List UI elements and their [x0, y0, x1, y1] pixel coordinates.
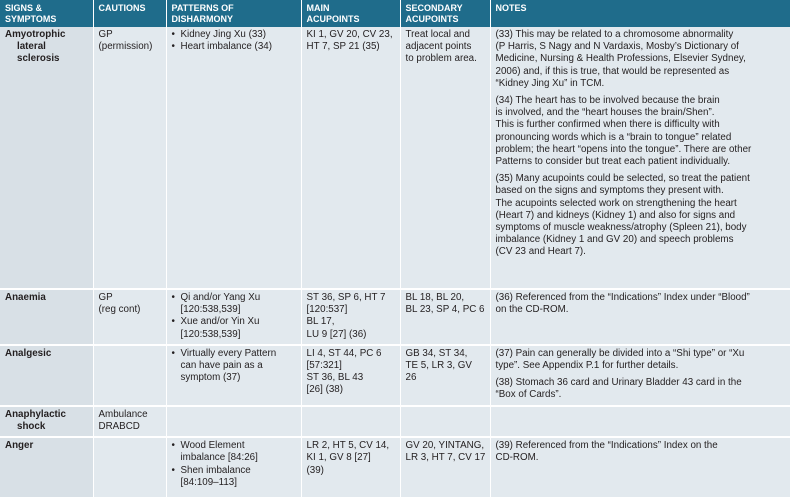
- patterns-list: [172, 348, 297, 385]
- patterns-list: [172, 29, 297, 53]
- note-line: (36) Referenced from the “Indications” Index under “Blood”: [495, 292, 750, 303]
- pattern-item: [172, 440, 297, 464]
- note-line: This is further confirmed when there is difficulty with: [495, 119, 720, 131]
- main-acupoint-text: ST 36, SP 6, HT 7: [306, 292, 386, 303]
- header-cautions: CAUTIONS: [93, 0, 166, 27]
- note-line: (Heart 7) and kidneys (Kidney 1) and also for signs and: [495, 209, 736, 221]
- note-line: The acupoints selected work on strengthening the heart: [495, 197, 737, 209]
- note-line: (CV 23 and Heart 7).: [495, 246, 586, 258]
- sign-text: Anaphylactic: [5, 408, 66, 420]
- table-row: [0, 345, 790, 406]
- sign-text: Anaemia: [5, 292, 46, 303]
- pattern-text: • Qi and/or Yang Xu: [180, 292, 261, 303]
- secondary-acupoint-text: BL 23, SP 4, PC 6: [405, 304, 485, 316]
- caution-text: DRABCD: [98, 421, 140, 433]
- sign-text: Analgesic: [5, 347, 52, 359]
- note-line: “Box of Cards”.: [495, 389, 562, 401]
- sign-cell: [0, 345, 93, 406]
- main-acupoint-text: [57:321]: [306, 360, 342, 372]
- pattern-item: [172, 292, 297, 316]
- note-line: on the CD-ROM.: [495, 304, 569, 316]
- sign-text: Amyotrophic: [5, 29, 66, 40]
- note-paragraph: [496, 292, 786, 316]
- secondary-acupoint-text: to problem area.: [405, 53, 477, 65]
- pattern-item: [172, 465, 297, 489]
- pattern-text: symptom (37): [180, 372, 241, 384]
- caution-text: Ambulance: [98, 408, 148, 420]
- header-secondary-acupoints: SECONDARY ACUPOINTS: [400, 0, 490, 27]
- note-line: (38) Stomach 36 card and Urinary Bladder 43 card in the: [495, 377, 742, 389]
- note-line: is involved, and the “heart houses the brain/Shen”.: [495, 107, 715, 119]
- main-acupoint-text: LR 2, HT 5, CV 14,: [306, 440, 390, 452]
- note-line: (39) Referenced from the “Indications” Index on the: [495, 440, 718, 452]
- header-signs: SIGNS & SYMPTOMS: [0, 0, 93, 27]
- patterns-cell: [166, 406, 301, 437]
- sign-text: Anger: [5, 440, 34, 452]
- caution-cell: [93, 437, 166, 497]
- pattern-text: [120:538,539]: [180, 304, 241, 316]
- note-paragraph: [496, 348, 786, 372]
- pattern-item: [172, 41, 297, 53]
- table-row: [0, 437, 790, 497]
- main-acupoints-cell: [301, 27, 400, 289]
- notes-cell: [490, 437, 790, 497]
- secondary-acupoints-cell: [400, 27, 490, 289]
- pattern-text: [120:538,539]: [180, 328, 241, 340]
- secondary-acupoint-text: GV 20, YINTANG,: [405, 440, 485, 452]
- note-line: Patterns to consider but treat each patient individually.: [495, 156, 731, 168]
- table-row: [0, 289, 790, 345]
- caution-cell: [93, 345, 166, 406]
- note-line: type”. See Appendix P.1 for further details.: [495, 360, 679, 372]
- notes-cell: [490, 345, 790, 406]
- secondary-acupoints-cell: [400, 406, 490, 437]
- note-line: pronouncing words which is a “brain to tongue” related: [495, 131, 732, 143]
- caution-text: (reg cont): [98, 304, 141, 316]
- header-notes: NOTES: [490, 0, 790, 27]
- table-row: [0, 27, 790, 289]
- secondary-acupoint-text: Treat local and: [405, 29, 470, 40]
- pattern-text: • Shen imbalance: [180, 464, 251, 476]
- pattern-text: • Kidney Jing Xu (33): [180, 29, 266, 40]
- note-paragraph: [496, 173, 786, 258]
- main-acupoint-text: KI 1, GV 8 [27]: [306, 452, 371, 464]
- note-line: (P Harris, S Nagy and N Vardaxis, Mosby’s Dictionary of: [495, 41, 739, 53]
- secondary-acupoints-cell: [400, 437, 490, 497]
- table-row: [0, 406, 790, 437]
- main-acupoints-cell: [301, 406, 400, 437]
- caution-cell: [93, 289, 166, 345]
- header-main-acupoints: MAIN ACUPOINTS: [301, 0, 400, 27]
- secondary-acupoint-text: GB 34, ST 34,: [405, 347, 468, 359]
- note-line: (34) The heart has to be involved because the brain: [495, 95, 720, 107]
- caution-text: GP: [98, 29, 113, 40]
- note-paragraph: [496, 95, 786, 168]
- caution-text: GP: [98, 292, 113, 303]
- note-line: (37) Pain can generally be divided into a “Shi type” or “Xu: [495, 347, 745, 359]
- note-paragraph: [496, 29, 786, 90]
- pattern-text: • Wood Element: [180, 440, 245, 452]
- main-acupoint-text: ST 36, BL 43: [306, 372, 364, 384]
- patterns-cell: [166, 345, 301, 406]
- note-line: based on the signs and symptoms they present with.: [495, 185, 724, 197]
- header-row: [0, 0, 790, 27]
- main-acupoints-cell: [301, 345, 400, 406]
- pattern-item: [172, 29, 297, 41]
- note-line: (33) This may be related to a chromosome abnormality: [495, 29, 734, 40]
- main-acupoints-cell: [301, 289, 400, 345]
- patterns-cell: [166, 27, 301, 289]
- main-acupoint-text: BL 17,: [306, 316, 335, 328]
- secondary-acupoint-text: adjacent points: [405, 41, 472, 53]
- pattern-text: • Virtually every Pattern: [180, 347, 277, 359]
- sign-cell: [0, 437, 93, 497]
- pattern-text: [84:109–113]: [180, 476, 237, 488]
- patterns-cell: [166, 437, 301, 497]
- pattern-text: • Xue and/or Yin Xu: [180, 316, 260, 328]
- note-line: Medicine, Nursing & Health Professions, Elsevier Sydney,: [495, 53, 746, 65]
- secondary-acupoint-text: TE 5, LR 3, GV 26: [405, 360, 472, 384]
- sign-text: lateral: [17, 41, 46, 53]
- main-acupoint-text: LI 4, ST 44, PC 6: [306, 347, 382, 359]
- main-acupoint-text: LU 9 [27] (36): [306, 328, 367, 340]
- note-paragraph: [496, 377, 786, 401]
- sign-cell: [0, 289, 93, 345]
- note-line: “Kidney Jing Xu” in TCM.: [495, 77, 605, 89]
- note-line: symptoms of muscle weakness/atrophy (Spleen 21), body: [495, 222, 747, 234]
- secondary-acupoints-cell: [400, 289, 490, 345]
- note-line: CD-ROM.: [495, 452, 539, 464]
- notes-cell: [490, 27, 790, 289]
- caution-text: (permission): [98, 41, 153, 53]
- note-line: 2006) and, if this is true, that would be represented as: [495, 65, 730, 77]
- caution-cell: [93, 27, 166, 289]
- main-acupoint-text: (39): [306, 464, 324, 476]
- pattern-item: [172, 316, 297, 340]
- secondary-acupoints-cell: [400, 345, 490, 406]
- main-acupoint-text: [120:537]: [306, 304, 348, 316]
- notes-cell: [490, 406, 790, 437]
- pattern-text: imbalance [84:26]: [180, 452, 258, 464]
- secondary-acupoint-text: LR 3, HT 7, CV 17: [405, 452, 486, 464]
- main-acupoint-text: KI 1, GV 20, CV 23,: [306, 29, 393, 40]
- main-acupoints-cell: [301, 437, 400, 497]
- note-paragraph: [496, 440, 786, 464]
- patterns-list: [172, 292, 297, 341]
- sign-cell: [0, 27, 93, 289]
- sign-text: shock: [17, 421, 46, 433]
- main-acupoint-text: HT 7, SP 21 (35): [306, 41, 380, 53]
- sign-cell: [0, 406, 93, 437]
- header-patterns: PATTERNS OF DISHARMONY: [166, 0, 301, 27]
- notes-cell: [490, 289, 790, 345]
- note-line: (35) Many acupoints could be selected, so treat the patient: [495, 173, 750, 185]
- note-line: problem; the heart “opens into the tongue”. There are other: [495, 143, 752, 155]
- pattern-text: • Heart imbalance (34): [180, 41, 272, 53]
- pattern-item: [172, 348, 297, 385]
- patterns-list: [172, 440, 297, 489]
- secondary-acupoint-text: BL 18, BL 20,: [405, 292, 465, 303]
- main-acupoint-text: [26] (38): [306, 384, 343, 396]
- note-line: imbalance (Kidney 1 and GV 20) and speech problems: [495, 234, 734, 246]
- patterns-cell: [166, 289, 301, 345]
- caution-cell: [93, 406, 166, 437]
- pattern-text: can have pain as a: [180, 360, 263, 372]
- sign-text: sclerosis: [17, 53, 60, 65]
